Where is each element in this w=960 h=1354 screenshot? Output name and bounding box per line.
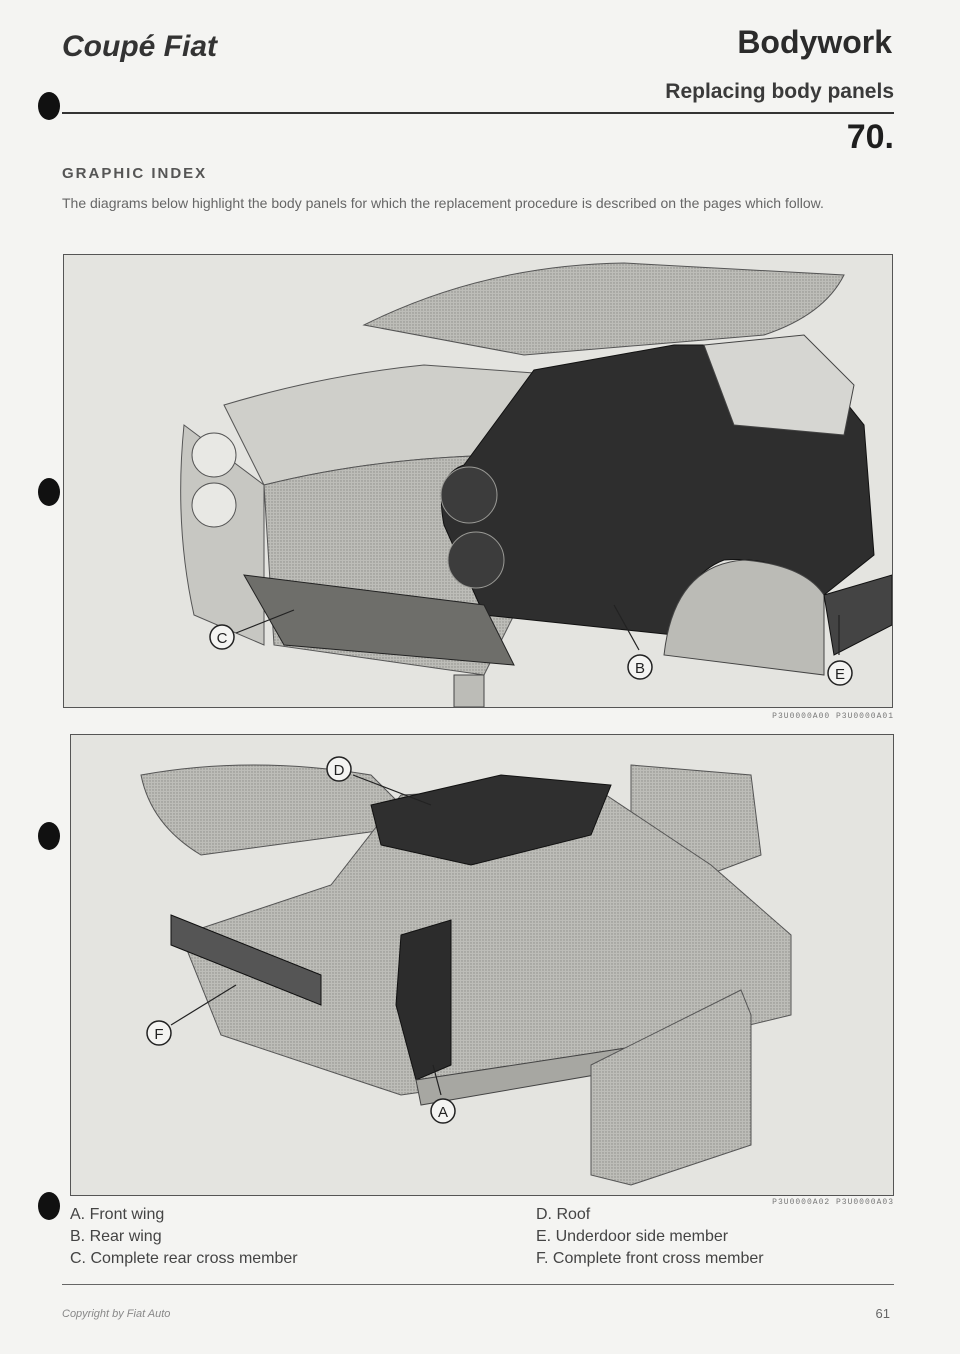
legend-item: C. Complete rear cross member [70, 1250, 298, 1267]
subsection-title: Replacing body panels [665, 80, 894, 103]
rear-body-illustration [64, 255, 892, 707]
binder-hole [38, 1192, 60, 1220]
tail-light [441, 467, 497, 523]
tail-light [192, 433, 236, 477]
binder-hole [38, 92, 60, 120]
brand-title: Coupé Fiat [62, 30, 217, 63]
svg-text:E: E [834, 666, 846, 683]
footer-rule [62, 1284, 894, 1285]
figure-body-shell [70, 734, 894, 1196]
legend-item: B. Rear wing [70, 1228, 162, 1245]
svg-text:B: B [634, 660, 646, 677]
binder-hole [38, 478, 60, 506]
legend-right [536, 1204, 764, 1270]
tail-light [448, 532, 504, 588]
svg-text:C: C [216, 630, 228, 647]
footer-copyright: Copyright by Fiat Auto [62, 1308, 171, 1320]
chapter-number: 70. [846, 118, 894, 156]
legend-item: A. Front wing [70, 1206, 165, 1223]
figure1-code: P3U0000A00 P3U0000A01 [772, 712, 894, 721]
callout-c [210, 625, 234, 649]
callout-d [327, 757, 351, 781]
callout-e [828, 661, 852, 685]
svg-text:D: D [333, 762, 345, 779]
figure-rear-body [63, 254, 893, 708]
binder-hole [38, 822, 60, 850]
page-heading: GRAPHIC INDEX [62, 165, 208, 182]
section-title: Bodywork [737, 24, 892, 60]
legend-item: E. Underdoor side member [536, 1228, 729, 1245]
callout-f [147, 1021, 171, 1045]
header-rule [62, 112, 894, 114]
callout-a [431, 1099, 455, 1123]
figure2-code: P3U0000A02 P3U0000A03 [772, 1198, 894, 1207]
legend-item: F. Complete front cross member [536, 1250, 764, 1267]
svg-text:A: A [437, 1104, 449, 1121]
intro-paragraph: The diagrams below highlight the body panels for which the replacement procedure is described on the pages which follow. [62, 195, 824, 211]
callout-b [628, 655, 652, 679]
legend-left [70, 1204, 298, 1270]
page-number: 61 [875, 1306, 890, 1321]
support-block [454, 675, 484, 707]
body-shell-illustration [71, 735, 893, 1195]
legend-item: D. Roof [536, 1206, 591, 1223]
svg-text:F: F [154, 1026, 164, 1043]
tail-light [192, 483, 236, 527]
